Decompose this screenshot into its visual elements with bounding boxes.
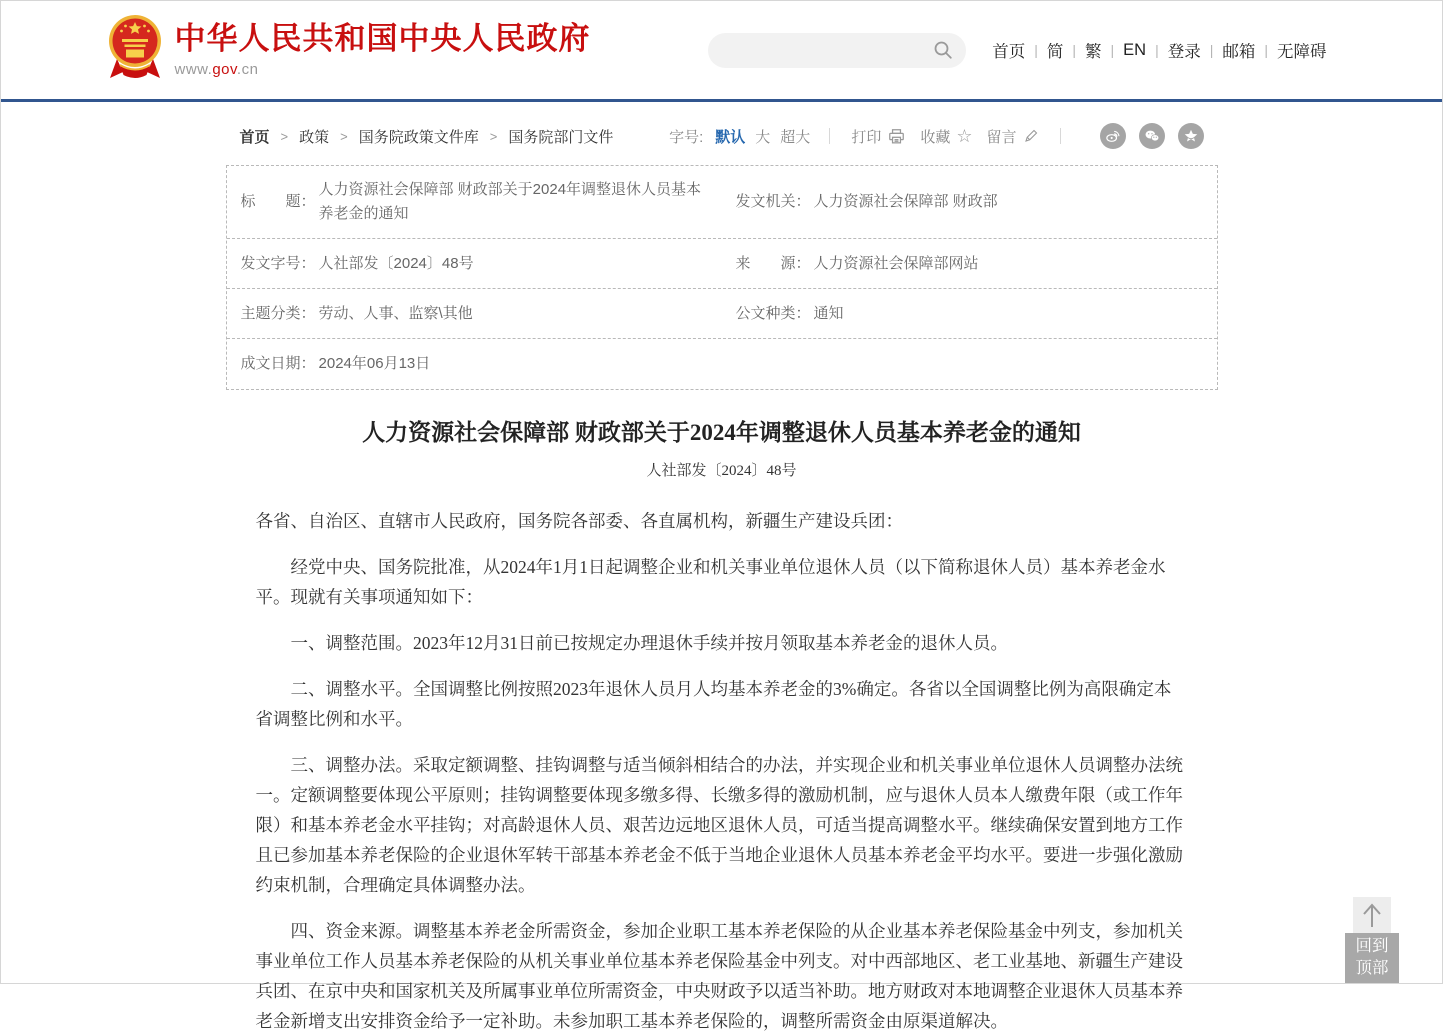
document-title: 人力资源社会保障部 财政部关于2024年调整退休人员基本养老金的通知 xyxy=(362,420,1081,445)
page-tools xyxy=(669,123,1203,149)
nav-separator: | xyxy=(1264,42,1268,58)
site-url: www.gov.cn xyxy=(174,60,259,78)
meta-value: 2024年06月13日 xyxy=(318,355,431,372)
paragraph-section-4: 四、资金来源。调整基本养老金所需资金，参加企业职工基本养老保险的从企业基本养老保险基金中列支，参加机关事业单位工作人员基本养老保险的从机关事业单位基本养老保险基金中列支。对中西部地区、老工业基地、新疆生产建设兵团、在京中央和国家机关及所属事业单位所需资金，中央财政予以适当补助。地方财政对本地调整企业退休人员基本养老金新增支出安排资金给予一定补助。未参加职工基本养老保险的，调整所需资金由原渠道解决。 xyxy=(255,921,1183,1032)
back-to-top-button[interactable] xyxy=(1345,897,1399,983)
site-header xyxy=(1,1,1442,102)
document-meta-table xyxy=(226,165,1218,390)
meta-value: 劳动、人事、监察\其他 xyxy=(318,304,473,322)
site-logo[interactable] xyxy=(108,11,591,90)
chevron-right-icon: > xyxy=(340,128,348,144)
meta-label: 标 题： xyxy=(240,193,316,210)
breadcrumb-policy-library[interactable]: 国务院政策文件库 xyxy=(358,128,479,146)
qzone-share-icon[interactable] xyxy=(1178,123,1204,149)
search-box xyxy=(708,33,966,68)
share-icons xyxy=(1087,123,1204,149)
meta-doc-number-cell xyxy=(227,252,722,276)
nav-separator: | xyxy=(1072,42,1077,58)
meta-row xyxy=(227,239,1217,289)
meta-source-cell xyxy=(722,252,1217,276)
arrow-up-icon[interactable] xyxy=(1353,897,1391,933)
meta-value: 人社部发〔2024〕48号 xyxy=(318,254,474,272)
meta-row xyxy=(227,166,1217,239)
meta-value: 人力资源社会保障部网站 xyxy=(813,254,979,272)
nav-separator: | xyxy=(1034,42,1038,58)
breadcrumb-toolbar-row xyxy=(226,122,1218,150)
divider xyxy=(1060,128,1061,144)
paragraph-section-2: 二、调整水平。全国调整比例按照2023年退休人员月人均基本养老金的3%确定。各省以全国调整比例为高限确定本省调整比例和水平。 xyxy=(255,679,1172,730)
document-body xyxy=(256,506,1188,1036)
pencil-icon xyxy=(1023,128,1039,144)
font-size-default[interactable]: 默认 xyxy=(715,128,746,146)
nav-item-simplified[interactable]: 简 xyxy=(1046,43,1064,61)
meta-doc-type-cell xyxy=(722,302,1217,326)
paragraph-salutation: 各省、自治区、直辖市人民政府，国务院各部委、各直属机构，新疆生产建设兵团： xyxy=(255,511,903,532)
meta-label: 来 源： xyxy=(735,254,811,272)
nav-separator: | xyxy=(1110,42,1115,58)
paragraph-section-3: 三、调整办法。采取定额调整、挂钩调整与适当倾斜相结合的办法，并实现企业和机关事业单位退休人员调整办法统一。定额调整要体现公平原则；挂钩调整要体现多缴多得、长缴多得的激励机制，应与退休人员本人缴费年限（或工作年限）和基本养老金水平挂钩；对高龄退休人员、艰苦边远地区退休人员，可适当提高调整水平。继续确保安置到地方工作且已参加基本养老保险的企业退休军转干部基本养老金不低于当地企业退休人员基本养老金平均水平。要进一步强化激励约束机制，合理确定具体调整办法。 xyxy=(255,755,1183,896)
meta-value: 通知 xyxy=(813,304,844,322)
star-icon: ☆ xyxy=(956,126,973,146)
back-to-top-line2: 顶部 xyxy=(1355,959,1389,977)
meta-value: 人力资源社会保障部 财政部关于2024年调整退休人员基本养老金的通知 xyxy=(318,181,702,222)
meta-date-cell xyxy=(227,352,722,376)
print-button[interactable]: 打印 xyxy=(851,126,906,147)
paragraph-intro: 经党中央、国务院批准，从2024年1月1日起调整企业和机关事业单位退休人员（以下简称退休人员）基本养老金水平。现就有关事项通知如下： xyxy=(255,557,1166,608)
nav-item-english[interactable]: EN xyxy=(1123,40,1147,59)
meta-label: 发文字号： xyxy=(240,254,316,272)
site-title: 中华人民共和国中央人民政府 xyxy=(174,21,591,57)
national-emblem-icon xyxy=(108,11,162,90)
meta-label: 发文机关： xyxy=(735,193,811,210)
printer-icon xyxy=(887,127,906,146)
nav-item-login[interactable]: 登录 xyxy=(1167,43,1201,61)
main-container xyxy=(226,102,1218,1036)
nav-item-home[interactable]: 首页 xyxy=(992,43,1026,61)
weibo-share-icon[interactable] xyxy=(1100,123,1126,149)
chevron-right-icon: > xyxy=(489,128,498,144)
meta-row xyxy=(227,289,1217,339)
font-size-xlarge[interactable]: 超大 xyxy=(780,128,811,146)
nav-item-accessibility[interactable]: 无障碍 xyxy=(1277,43,1327,61)
meta-label: 公文种类： xyxy=(735,304,811,322)
favorite-button[interactable]: 收藏 ☆ xyxy=(920,126,973,146)
back-to-top-line1: 回到 xyxy=(1355,937,1389,955)
search-input[interactable] xyxy=(721,42,933,59)
meta-row xyxy=(227,339,1217,389)
font-size-large[interactable]: 大 xyxy=(755,128,771,146)
comment-button[interactable]: 留言 xyxy=(986,126,1038,147)
breadcrumb-department-documents: 国务院部门文件 xyxy=(508,128,614,146)
breadcrumb xyxy=(240,126,614,147)
meta-title-cell xyxy=(227,178,722,226)
meta-label: 成文日期： xyxy=(240,355,316,372)
meta-label: 主题分类： xyxy=(240,304,316,322)
wechat-share-icon[interactable] xyxy=(1139,123,1165,149)
divider xyxy=(829,128,830,144)
document-article xyxy=(226,417,1218,1036)
nav-separator: | xyxy=(1155,42,1159,58)
search-icon[interactable] xyxy=(933,40,953,60)
breadcrumb-home[interactable]: 首页 xyxy=(239,128,270,146)
paragraph-section-1: 一、调整范围。2023年12月31日前已按规定办理退休手续并按月领取基本养老金的退休人员。 xyxy=(290,633,1008,654)
meta-topic-category-cell xyxy=(227,302,722,326)
document-number: 人社部发〔2024〕48号 xyxy=(646,463,797,480)
breadcrumb-policy[interactable]: 政策 xyxy=(299,128,330,146)
top-nav xyxy=(983,38,1335,62)
font-size-label: 字号: xyxy=(669,128,704,146)
nav-item-mail[interactable]: 邮箱 xyxy=(1222,43,1256,61)
meta-value: 人力资源社会保障部 财政部 xyxy=(813,193,998,210)
chevron-right-icon: > xyxy=(280,128,289,144)
nav-item-traditional[interactable]: 繁 xyxy=(1085,43,1102,61)
nav-separator: | xyxy=(1209,42,1214,58)
back-to-top-label[interactable] xyxy=(1345,933,1399,983)
meta-issuing-agency-cell xyxy=(722,190,1217,214)
